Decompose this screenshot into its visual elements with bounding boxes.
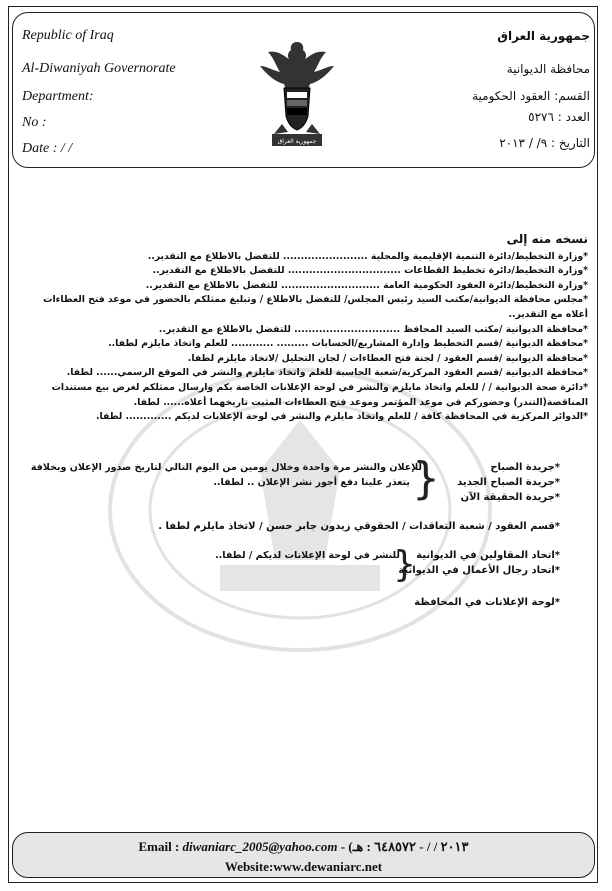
website-link[interactable]: Website:www.dewaniarc.net [224, 859, 383, 874]
list-item: *محافظة الديوانية /مكتب السيد المحافظ .............................. للتفضل بالاطلاع مع التقدير.. [158, 323, 588, 335]
brace-icon: { [393, 544, 416, 585]
ar-number: العدد : ٥٢٧٦ [528, 110, 590, 124]
brace-icon: { [412, 453, 440, 504]
board-line: *لوحة الإعلانات في المحافظة [414, 597, 560, 608]
en-number: No : [22, 115, 47, 130]
footer-contact-row [13, 839, 594, 855]
en-department: Department: [22, 89, 94, 104]
list-item: *وزارة التخطيط/دائرة التنمية الإقليمية والمحلية ........................ للتفضل بالاطلاع مع التقدير.. [147, 250, 588, 262]
list-item: *محافظة الديوانية /قسم العقود المركزية/شعبة الحاسبة للعلم واتخاذ مايلزم والنشر في الموقع الرسمي...... لطفا. [66, 367, 588, 379]
en-governorate: Al-Diwaniyah Governorate [22, 61, 176, 76]
newspapers-note-line1: للإعلان والنشر مرة واحدة وخلال يومين من اليوم التالي لتاريخ صدور الإعلان وبخلافة [30, 462, 422, 473]
unions-note: للنشر في لوحة الإعلانات لديكم / لطفا.. [215, 550, 400, 561]
list-item: *الدوائر المركزية في المحافظة كافة / للعلم واتخاذ مايلزم والنشر في لوحة الإعلانات لديكم ............. لطفا. [96, 411, 588, 423]
emblem-caption: جمهورية العراق [277, 138, 317, 145]
email-link[interactable]: diwaniarc_2005@yahoo.com [182, 839, 338, 854]
list-item: *محافظة الديوانية /قسم التخطيط وإدارة المشاريع/الحسابات ......... ............ للعلم واتخاذ مايلزم لطفا.. [108, 338, 588, 350]
footer-phone: - ٦٤٨٥٧٢ : هـ [352, 839, 424, 854]
list-item: *دائرة صحة الديوانية / / للعلم واتخاذ مايلزم والنشر في لوحة الإعلانات الخاصة بكم وارسال ممثلكم لغرض بيع مستندات المناقصة(التندر) وحضوركم في موعد المؤتمر وموعد فتح العطاءات المثبت تاريخهما أعلاه...... لطفا. [51, 381, 588, 408]
list-item: *جريدة الصباح الجديد [457, 477, 560, 488]
list-item: *وزارة التخطيط/دائرة العقود الحكومية العامة ............................ للتفضل بالاطلاع مع التقدير.. [145, 279, 588, 291]
contracts-line: *قسم العقود / شعبة التعاقدات / الحقوقي زيدون جابر حسن / لاتخاذ مايلزم لطفا . [158, 521, 560, 532]
unions-list [398, 548, 560, 578]
list-item: *اتحاد رجال الأعمال في الديوانية [398, 565, 560, 576]
copies-heading: نسخه منه إلى [506, 232, 588, 246]
ar-country: جمهورية العراق [497, 29, 590, 43]
list-item: *جريدة الصباح [490, 462, 560, 473]
list-item: *محافظة الديوانية /قسم العقود / لجنة فتح العطاءات / لجان التحليل /لاتخاذ مايلزم لطفا. [187, 352, 588, 364]
list-item: *وزارة التخطيط/دائرة تخطيط القطاعات ................................ للتفضل بالاطلاع مع التقدير.. [152, 265, 588, 277]
ar-department: القسم: العقود الحكومية [472, 89, 590, 103]
footer-date: - (٢٠١٣ / / [340, 839, 469, 854]
list-item: *اتحاد المقاولين في الديوانية [416, 550, 560, 561]
ar-date: التاريخ : ٩/ / ٢٠١٣ [499, 136, 590, 150]
newspapers-note-line2: يتعذر علينا دفع أجور نشر الإعلان .. لطفا.. [213, 477, 410, 488]
en-date: Date : / / [22, 141, 73, 156]
list-item: *جريدة الحقيقة الآن [460, 492, 560, 503]
ar-governorate: محافظة الديوانية [506, 62, 590, 76]
footer-contact-bar [12, 832, 595, 878]
list-item: *مجلس محافظة الديوانية/مكتب السيد رئيس المجلس/ للتفضل بالاطلاع / وتبليغ ممثلكم بالحضور في موعد فتح العطاءات أعلاه مع التقدير.. [43, 294, 588, 320]
en-country: Republic of Iraq [22, 28, 114, 43]
email-label: Email : [138, 839, 180, 854]
